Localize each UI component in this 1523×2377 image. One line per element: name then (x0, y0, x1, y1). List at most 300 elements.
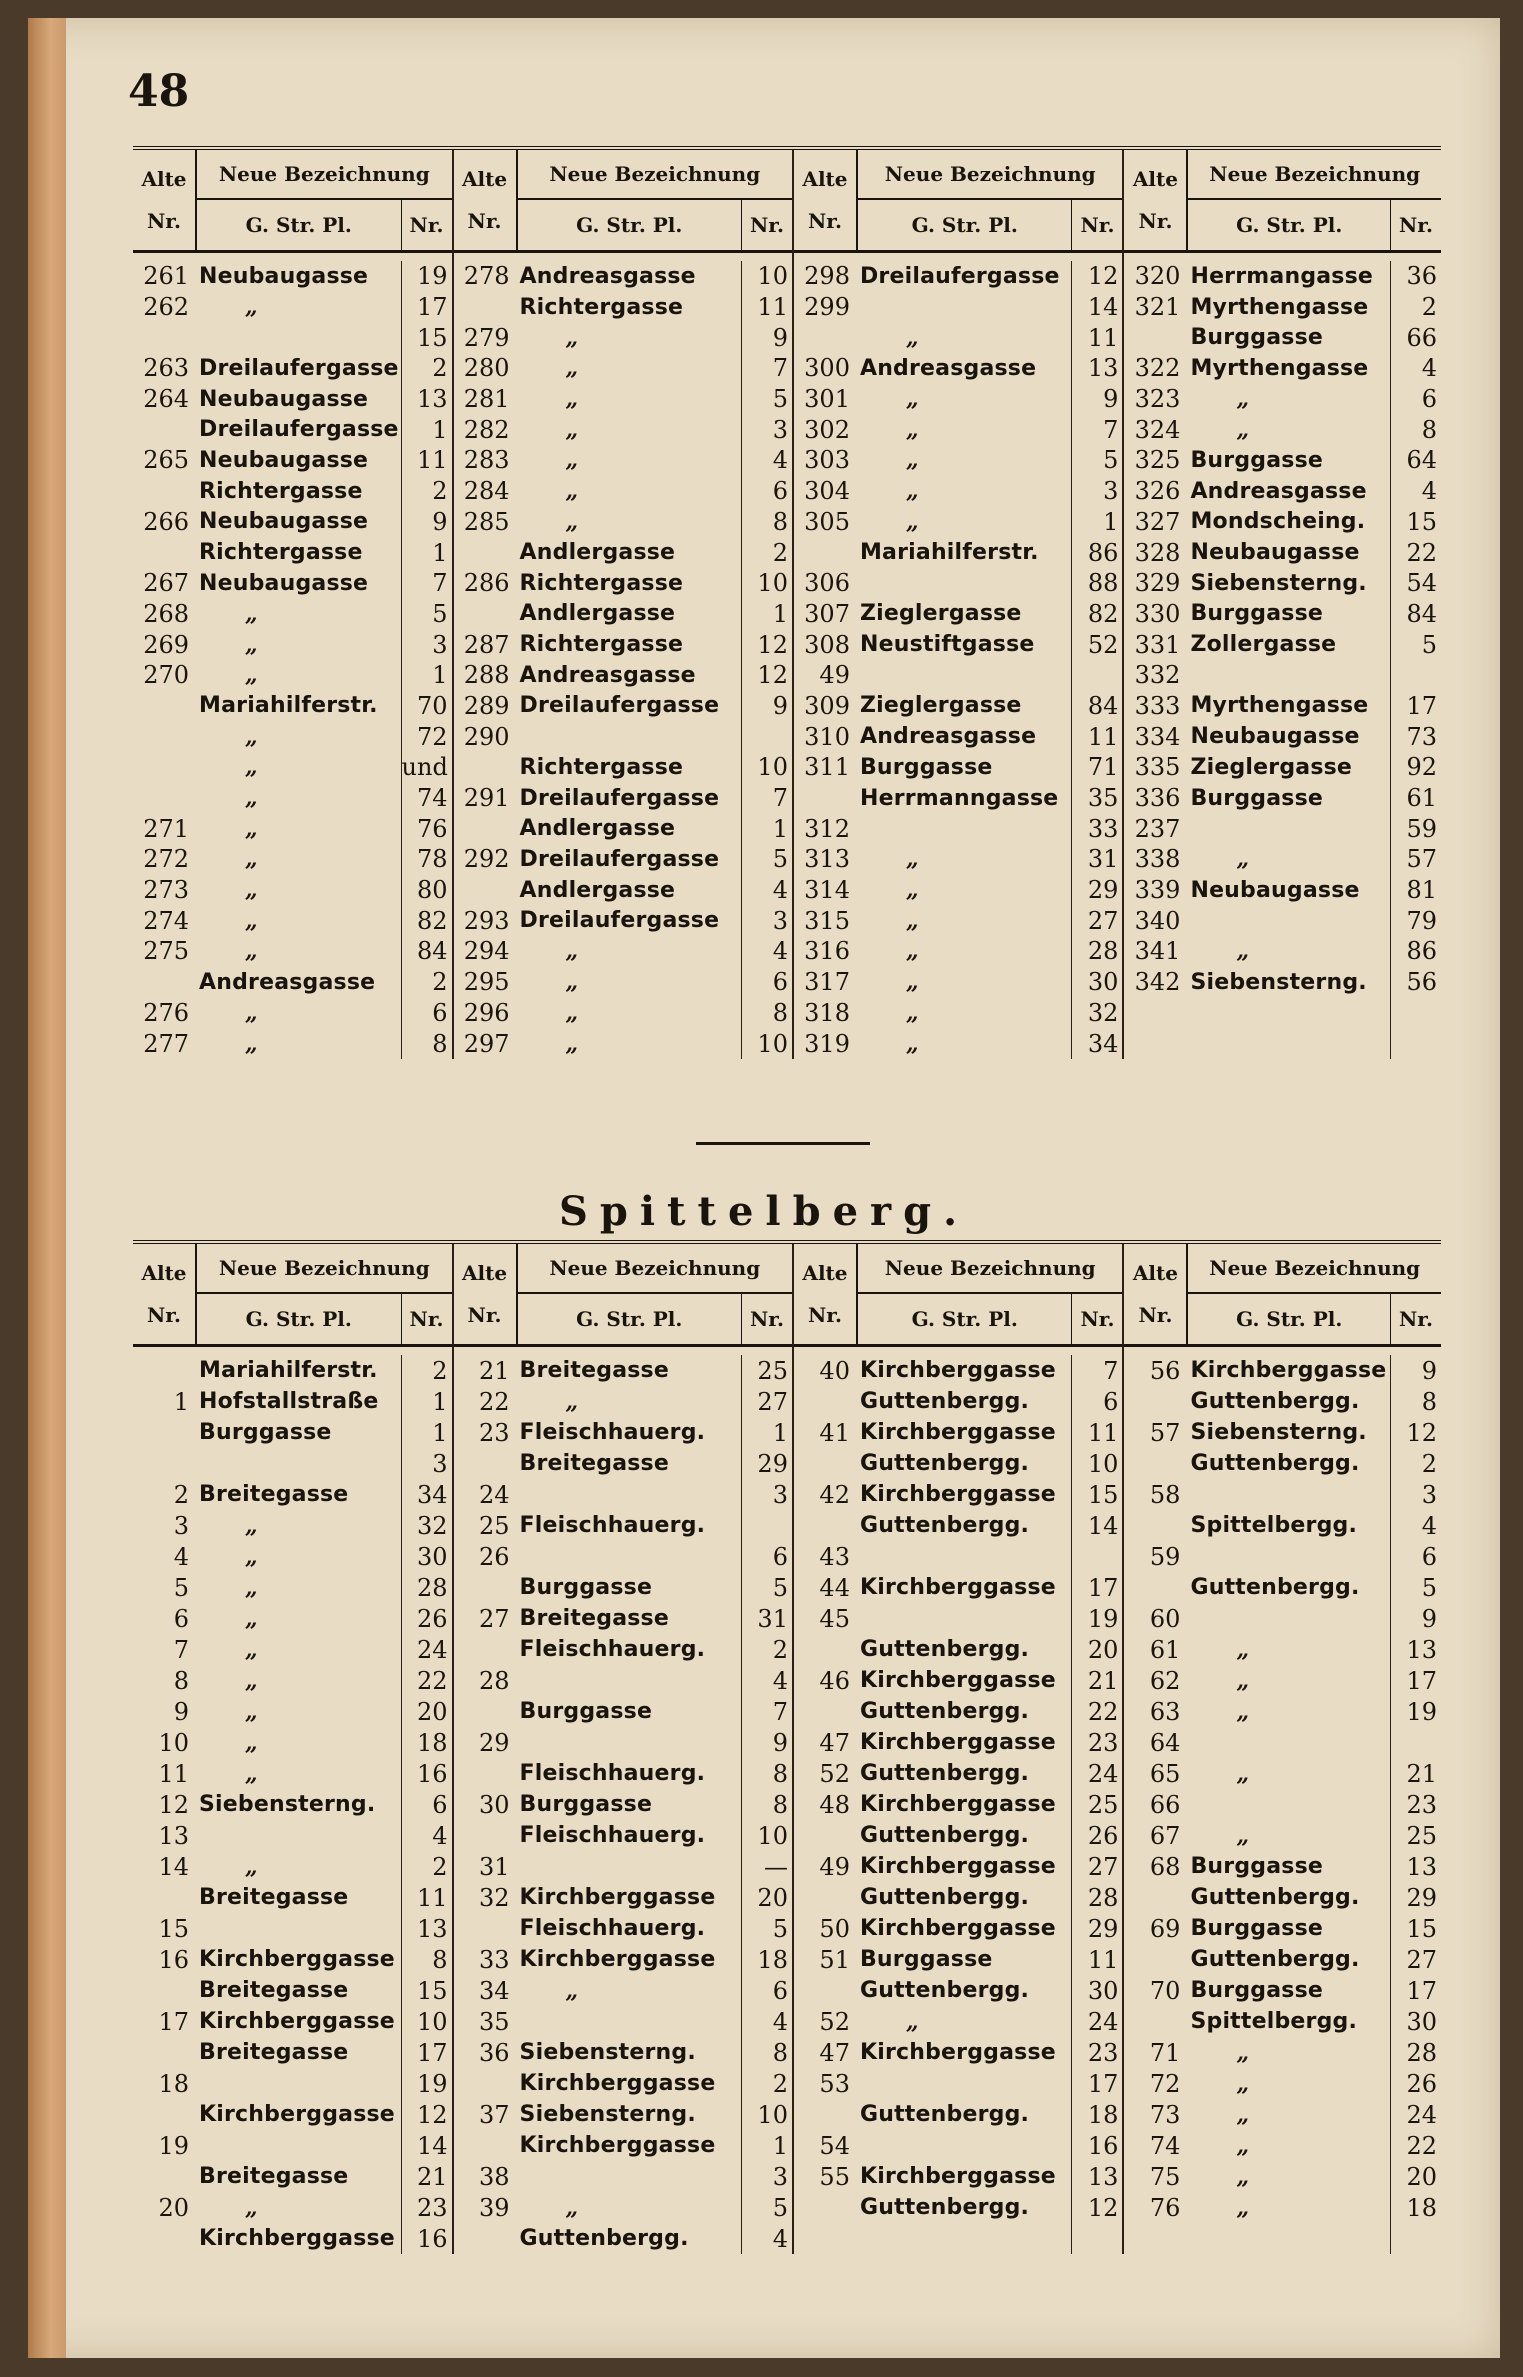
old-number: 14 (158, 1852, 189, 1881)
new-number: 2 (1421, 1449, 1437, 1478)
table-row (794, 2068, 1122, 2099)
new-number: 6 (772, 968, 788, 997)
new-number: 23 (1087, 2038, 1119, 2067)
table-row (1124, 875, 1441, 906)
old-number: 312 (804, 814, 850, 843)
header-sub (197, 200, 452, 250)
new-number: 15 (416, 1976, 448, 2005)
header-neue (197, 1244, 452, 1344)
street-name: Richtergasse (195, 476, 402, 507)
new-number: 82 (1087, 599, 1119, 628)
old-number: 53 (819, 2069, 850, 2098)
table-row (794, 507, 1122, 538)
table-row (454, 783, 792, 814)
street-name: Dreilaufergasse (195, 414, 402, 445)
street-name: Andreasgasse (195, 967, 402, 998)
street-name: Fleischhauerg. (516, 1913, 742, 1944)
old-number: 10 (158, 1728, 189, 1757)
old-number: 49 (819, 661, 850, 690)
street-name: „ (516, 998, 742, 1029)
table-row (133, 1820, 452, 1851)
table-column (454, 150, 794, 1059)
street-name: Breitegasse (516, 1355, 742, 1386)
street-name: Siebensterng. (516, 2037, 742, 2068)
table-row (454, 1417, 792, 1448)
street-name (516, 1727, 742, 1758)
table-row (794, 2223, 1122, 2254)
table-row (454, 2161, 792, 2192)
street-name: Kirchberggasse (856, 1355, 1072, 1386)
new-number: 28 (1087, 937, 1119, 966)
column-header (794, 150, 1122, 253)
new-number: 1 (432, 538, 448, 567)
street-name: „ (195, 1510, 402, 1541)
table-row (794, 292, 1122, 323)
table-row (1124, 1851, 1441, 1882)
new-number: 84 (1406, 599, 1437, 628)
old-number: 44 (819, 1573, 850, 1602)
table-row (133, 1603, 452, 1634)
old-number: 11 (158, 1759, 189, 1788)
street-name: Burggasse (1186, 322, 1391, 353)
new-number: 61 (1406, 784, 1437, 813)
old-number: 299 (804, 293, 850, 322)
street-name: Neubaugasse (195, 507, 402, 538)
street-name (516, 721, 742, 752)
new-number: 1 (432, 415, 448, 444)
street-name: Guttenbergg. (1186, 1944, 1391, 1975)
street-name: Burggasse (516, 1572, 742, 1603)
new-number: 2 (432, 477, 448, 506)
new-number: 56 (1406, 968, 1437, 997)
street-name (1186, 1541, 1391, 1572)
street-name: Guttenbergg. (856, 1634, 1072, 1665)
table-row (1124, 905, 1441, 936)
new-number: 84 (416, 937, 448, 966)
old-number: 55 (819, 2162, 850, 2191)
new-number: 16 (416, 1759, 448, 1788)
old-number: 274 (143, 906, 189, 935)
table-row (1124, 1758, 1441, 1789)
old-number: 61 (1149, 1635, 1181, 1664)
new-number: 73 (1406, 722, 1437, 751)
old-number: 64 (1149, 1728, 1181, 1757)
header-alte-nr: Nr. (807, 209, 842, 233)
table-row (1124, 629, 1441, 660)
table-row (454, 445, 792, 476)
table-row (133, 384, 452, 415)
old-number: 76 (1149, 2193, 1181, 2222)
street-name: „ (856, 384, 1072, 415)
table-row (794, 2006, 1122, 2037)
old-number: 314 (804, 876, 850, 905)
old-number: 285 (463, 507, 510, 536)
new-number: 6 (772, 1976, 788, 2005)
table-row (454, 1913, 792, 1944)
table-row (133, 2099, 452, 2130)
old-number: 18 (158, 2069, 189, 2098)
table-row (133, 2068, 452, 2099)
table-row (1124, 1820, 1441, 1851)
new-number: 22 (1087, 1697, 1119, 1726)
street-name: Neustiftgasse (856, 629, 1072, 660)
old-number: 275 (143, 937, 189, 966)
new-number: 15 (1406, 507, 1437, 536)
street-name (195, 1820, 402, 1851)
new-number: 4 (772, 2007, 788, 2036)
table-row (1124, 445, 1441, 476)
old-number: 13 (158, 1821, 189, 1850)
table-row (1124, 1789, 1441, 1820)
table-row (454, 1944, 792, 1975)
new-number: 5 (772, 2193, 788, 2222)
old-number: 54 (819, 2131, 850, 2160)
new-number: 78 (416, 845, 448, 874)
street-name: „ (516, 936, 742, 967)
table-row (794, 568, 1122, 599)
new-number: 30 (416, 1542, 448, 1571)
new-number: 11 (757, 293, 788, 322)
old-number: 52 (819, 2007, 850, 2036)
table-row (454, 2130, 792, 2161)
street-name: Burggasse (1186, 445, 1391, 476)
new-number: und (401, 753, 448, 782)
old-number: 330 (1134, 599, 1181, 628)
old-number: 34 (478, 1976, 510, 2005)
old-number: 30 (478, 1790, 510, 1819)
new-number: 92 (1406, 753, 1437, 782)
old-number: 279 (463, 323, 510, 352)
new-number: 30 (1087, 1976, 1119, 2005)
street-name: „ (516, 1386, 742, 1417)
table-row (454, 752, 792, 783)
new-number: 1 (432, 1418, 448, 1447)
new-number: 5 (1421, 1573, 1437, 1602)
street-name: „ (516, 1028, 742, 1059)
header-neue-label: Neue Bezeichnung (518, 150, 792, 200)
table-row (1124, 1727, 1441, 1758)
header-str: G. Str. Pl. (1188, 1294, 1391, 1344)
street-name (856, 1603, 1072, 1634)
new-number: 4 (772, 446, 788, 475)
old-number: 35 (478, 2007, 510, 2036)
street-name: Mondscheing. (1186, 507, 1391, 538)
street-name: Neubaugasse (1186, 875, 1391, 906)
table-column (794, 150, 1124, 1059)
new-number: 27 (1087, 906, 1119, 935)
new-number: 88 (1087, 569, 1119, 598)
table-row (133, 507, 452, 538)
table-row (794, 1975, 1122, 2006)
table-row (1124, 691, 1441, 722)
new-number: 4 (432, 1821, 448, 1850)
street-name: Kirchberggasse (856, 1479, 1072, 1510)
street-name: Breitegasse (516, 1603, 742, 1634)
table-row (1124, 721, 1441, 752)
street-name: Kirchberggasse (856, 1727, 1072, 1758)
old-number: 75 (1149, 2162, 1181, 2191)
table-row (454, 1665, 792, 1696)
old-number: 315 (804, 906, 850, 935)
street-name: Burggasse (856, 1944, 1072, 1975)
old-number: 67 (1149, 1821, 1181, 1850)
new-number: 26 (1406, 2069, 1437, 2098)
table-row (794, 2130, 1122, 2161)
street-name: Myrthengasse (1186, 353, 1391, 384)
new-number: 12 (1087, 2193, 1119, 2222)
old-number: 42 (819, 1480, 850, 1509)
section-title: Spittelberg. (558, 1188, 970, 1235)
old-number: 272 (143, 845, 189, 874)
table-row (454, 1479, 792, 1510)
street-name: Guttenbergg. (1186, 1448, 1391, 1479)
new-number: 8 (772, 1759, 788, 1788)
table-row (454, 2037, 792, 2068)
street-name: „ (516, 353, 742, 384)
street-name: Kirchberggasse (856, 1913, 1072, 1944)
street-name: Kirchberggasse (195, 2006, 402, 2037)
old-number: 19 (158, 2131, 189, 2160)
table-row (1124, 1665, 1441, 1696)
table-row (133, 261, 452, 292)
old-number: 313 (804, 845, 850, 874)
header-alte-label: Alte (802, 167, 848, 191)
table-row (133, 1448, 452, 1479)
header-neue (518, 1244, 792, 1344)
old-number: 338 (1134, 845, 1181, 874)
old-number: 40 (819, 1356, 850, 1385)
street-name: Fleischhauerg. (516, 1634, 742, 1665)
table-row (454, 537, 792, 568)
table-row (454, 1448, 792, 1479)
old-number: 281 (463, 385, 510, 414)
table-row (1124, 660, 1441, 691)
table-row (1124, 261, 1441, 292)
table-column (133, 150, 454, 1059)
new-number: 32 (1087, 998, 1119, 1027)
table-row (133, 1572, 452, 1603)
street-name: Burggasse (856, 752, 1072, 783)
table-row (133, 1510, 452, 1541)
new-number: 4 (772, 937, 788, 966)
table-column (133, 1244, 454, 2254)
old-number: 60 (1149, 1604, 1181, 1633)
old-number: 335 (1134, 753, 1181, 782)
street-name: „ (1186, 2037, 1391, 2068)
street-name: Burggasse (1186, 1913, 1391, 1944)
old-number: 21 (478, 1356, 510, 1385)
old-number: 304 (804, 477, 850, 506)
new-number: 13 (1087, 2162, 1119, 2191)
header-sub (858, 200, 1122, 250)
new-number: 23 (1406, 1790, 1437, 1819)
header-neue (1188, 1244, 1441, 1344)
street-name: Siebensterng. (1186, 967, 1391, 998)
old-number: 283 (463, 446, 510, 475)
new-number: 6 (432, 998, 448, 1027)
street-name: „ (1186, 384, 1391, 415)
table-row (133, 476, 452, 507)
table-row (133, 1882, 452, 1913)
street-name (516, 1851, 742, 1882)
table-row (454, 292, 792, 323)
street-name: Neubaugasse (195, 445, 402, 476)
old-number: 74 (1149, 2131, 1181, 2160)
old-number: 288 (463, 661, 510, 690)
street-name: „ (516, 507, 742, 538)
street-name: „ (516, 445, 742, 476)
street-name: Breitegasse (195, 2161, 402, 2192)
new-number: — (763, 1852, 788, 1881)
new-number: 5 (772, 1914, 788, 1943)
new-number: 1 (1103, 507, 1119, 536)
old-number: 49 (819, 1852, 850, 1881)
table-row (133, 2130, 452, 2161)
header-neue-label: Neue Bezeichnung (858, 150, 1122, 200)
table-row (454, 629, 792, 660)
street-name: Guttenbergg. (856, 2099, 1072, 2130)
street-name: „ (1186, 2068, 1391, 2099)
header-alte (133, 1244, 197, 1344)
new-number: 8 (432, 1945, 448, 1974)
street-name: Herrmangasse (1186, 261, 1391, 292)
new-number: 9 (432, 507, 448, 536)
table-row (454, 2223, 792, 2254)
table-row (133, 905, 452, 936)
table-row (454, 2006, 792, 2037)
street-name: Breitegasse (195, 1479, 402, 1510)
table-row (1124, 353, 1441, 384)
table-row (133, 1789, 452, 1820)
street-name (856, 2068, 1072, 2099)
street-name: „ (856, 322, 1072, 353)
old-number: 59 (1149, 1542, 1181, 1571)
street-name: Kirchberggasse (516, 2130, 742, 2161)
old-number: 50 (819, 1914, 850, 1943)
book-page (28, 18, 1500, 2358)
street-name: Dreilaufergasse (516, 783, 742, 814)
street-name (516, 2006, 742, 2037)
street-name: Andreasgasse (856, 353, 1072, 384)
street-name: Kirchberggasse (856, 2037, 1072, 2068)
new-number: 74 (416, 784, 448, 813)
old-number: 9 (173, 1697, 189, 1726)
street-name: „ (1186, 936, 1391, 967)
street-name: Burggasse (195, 1417, 402, 1448)
street-name: Guttenbergg. (856, 1820, 1072, 1851)
table-row (133, 936, 452, 967)
header-neue-label: Neue Bezeichnung (858, 1244, 1122, 1294)
table-row (794, 998, 1122, 1029)
new-number: 14 (1087, 293, 1119, 322)
new-number: 12 (757, 630, 788, 659)
header-neue-label: Neue Bezeichnung (197, 150, 452, 200)
old-number: 69 (1149, 1914, 1181, 1943)
street-name: Richtergasse (516, 752, 742, 783)
new-number: 9 (772, 323, 788, 352)
table-row (794, 813, 1122, 844)
new-number: 36 (1406, 262, 1437, 291)
table-row (1124, 1913, 1441, 1944)
new-number: 28 (1406, 2038, 1437, 2067)
table-rows (454, 253, 792, 1059)
old-number: 46 (819, 1666, 850, 1695)
new-number: 17 (1087, 1573, 1119, 1602)
street-name: Dreilaufergasse (856, 261, 1072, 292)
new-number: 10 (757, 262, 788, 291)
table-row (133, 752, 452, 783)
new-number: 70 (416, 691, 448, 720)
street-name: Zollergasse (1186, 629, 1391, 660)
table-row (454, 1603, 792, 1634)
table-row (794, 1603, 1122, 1634)
street-name: „ (516, 414, 742, 445)
street-name: „ (195, 1028, 402, 1059)
street-name (516, 1665, 742, 1696)
street-name: „ (1186, 1758, 1391, 1789)
street-name: Zieglergasse (856, 691, 1072, 722)
street-name: „ (856, 998, 1072, 1029)
street-name: „ (856, 905, 1072, 936)
street-name: „ (856, 414, 1072, 445)
old-number: 47 (819, 2038, 850, 2067)
page-number: 48 (128, 66, 190, 117)
street-name (856, 292, 1072, 323)
table-row (794, 875, 1122, 906)
table-row (133, 1634, 452, 1665)
street-name (856, 1541, 1072, 1572)
new-number: 21 (416, 2162, 448, 2191)
new-number: 31 (1087, 845, 1119, 874)
old-number: 317 (804, 968, 850, 997)
header-str: G. Str. Pl. (518, 200, 742, 250)
table-row (1124, 2161, 1441, 2192)
street-name: „ (195, 813, 402, 844)
old-number: 286 (463, 569, 510, 598)
new-number: 5 (772, 1573, 788, 1602)
new-number: 19 (1087, 1604, 1119, 1633)
street-name: Richtergasse (195, 537, 402, 568)
table-row (1124, 599, 1441, 630)
street-name: Kirchberggasse (856, 1572, 1072, 1603)
street-name: Herrmanngasse (856, 783, 1072, 814)
table-row (794, 1882, 1122, 1913)
street-name: „ (856, 1028, 1072, 1059)
table-row (1124, 507, 1441, 538)
table-row (794, 1727, 1122, 1758)
old-number: 36 (478, 2038, 510, 2067)
table-rows (1124, 253, 1441, 1059)
street-name: Guttenbergg. (856, 1386, 1072, 1417)
new-number: 29 (1087, 876, 1119, 905)
table-row (794, 1448, 1122, 1479)
new-number: 15 (1406, 1914, 1437, 1943)
table-row (133, 414, 452, 445)
table-row (794, 844, 1122, 875)
header-neue-label: Neue Bezeichnung (1188, 150, 1441, 200)
street-name (195, 2130, 402, 2161)
new-number: 86 (1406, 937, 1437, 966)
new-number: 17 (1406, 1666, 1437, 1695)
street-name: Guttenbergg. (516, 2223, 742, 2254)
street-name: Spittelbergg. (1186, 1510, 1391, 1541)
street-name: Fleischhauerg. (516, 1758, 742, 1789)
old-number: 26 (478, 1542, 510, 1571)
header-nr: Nr. (409, 1307, 444, 1331)
street-name: „ (516, 384, 742, 415)
new-number: 10 (757, 1821, 788, 1850)
new-number: 9 (1103, 385, 1119, 414)
